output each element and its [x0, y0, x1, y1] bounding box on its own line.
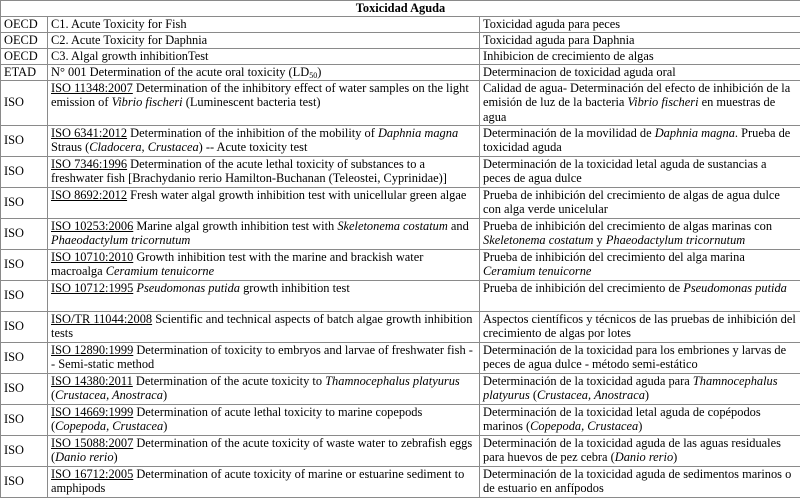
- table-row: [1, 342, 800, 373]
- text-fragment: Determinación de la movilidad de: [483, 126, 655, 140]
- spanish-title: Inhibicion de crecimiento de algas: [483, 49, 654, 63]
- text-fragment: Prueba de inhibición del crecimiento de algas de agua dulce con alga verde unicelular: [483, 188, 780, 217]
- table-row: [1, 311, 800, 342]
- text-fragment: Determination of the acute lethal toxicity of substances to a freshwater fish [Brachydanio rerio Hamilton-Buchanan (Teleostei, Cyprinidae)]: [51, 157, 447, 186]
- english-title-cell: [48, 48, 480, 64]
- standard-code-link[interactable]: ISO 12890:1999: [51, 343, 133, 357]
- standard-code-link[interactable]: ISO 10710:2010: [51, 250, 133, 264]
- species-name: Skeletonema costatum: [483, 233, 593, 247]
- spanish-title: Determinacion de toxicidad aguda oral: [483, 65, 676, 79]
- spanish-title-cell: [480, 187, 800, 218]
- text-fragment: Straus (: [51, 140, 89, 154]
- english-title-cell: [48, 16, 480, 32]
- org-cell: ISO: [1, 404, 48, 435]
- english-title-cell: [48, 373, 480, 404]
- english-title: C2. Acute Toxicity for Daphnia: [51, 33, 207, 47]
- org-cell: ISO: [1, 466, 48, 497]
- table-row: [1, 156, 800, 187]
- species-name: Ceramium tenuicorne: [106, 264, 214, 278]
- text-fragment: Determination of the acute toxicity of waste water to zebrafish eggs (: [51, 436, 472, 465]
- text-fragment: Marine algal growth inhibition test with: [133, 219, 337, 233]
- species-name: Danio rerio: [615, 450, 673, 464]
- org-cell: ISO: [1, 249, 48, 280]
- text-fragment: Determinación de la toxicidad para los embriones y larvas de peces de agua dulce - método semi-estático: [483, 343, 786, 372]
- table-row: [1, 435, 800, 466]
- table-row: [1, 80, 800, 125]
- org-cell: ISO: [1, 342, 48, 373]
- org-cell: ISO: [1, 187, 48, 218]
- text-fragment: ): [163, 388, 167, 402]
- english-title-cell: [48, 187, 480, 218]
- text-fragment: ): [163, 419, 167, 433]
- english-title-cell: [48, 342, 480, 373]
- text-fragment: Determination of acute toxicity of marine or estuarine sediment to amphipods: [51, 467, 464, 496]
- spanish-title-cell: [480, 64, 800, 80]
- species-name: Thamnocephalus platyurus: [483, 374, 778, 403]
- english-title-cell: [48, 32, 480, 48]
- text-fragment: ): [673, 450, 677, 464]
- text-fragment: Determinación de la toxicidad letal aguda de copépodos marinos (: [483, 405, 761, 434]
- standard-code-link[interactable]: ISO 8692:2012: [51, 188, 127, 202]
- text-fragment: ): [638, 419, 642, 433]
- table-row: [1, 187, 800, 218]
- spanish-title-cell: [480, 342, 800, 373]
- spanish-title-cell: [480, 32, 800, 48]
- text-fragment: Determinación de la toxicidad aguda de las aguas residuales para huevos de pez cebra (: [483, 436, 781, 465]
- species-name: Phaeodactylum tricornutum: [606, 233, 745, 247]
- text-fragment: Prueba de inhibición del crecimiento del alga marina: [483, 250, 745, 264]
- table-row: [1, 125, 800, 156]
- text-fragment: Determinación de la toxicidad aguda para: [483, 374, 693, 388]
- org-cell: ISO: [1, 311, 48, 342]
- table-row: [1, 32, 800, 48]
- spanish-title-cell: [480, 466, 800, 497]
- spanish-title-cell: [480, 249, 800, 280]
- text-fragment: Prueba de inhibición del crecimiento de algas marinas con: [483, 219, 772, 233]
- species-name: Cladocera, Crustacea: [89, 140, 198, 154]
- standard-code-link[interactable]: ISO 10712:1995: [51, 281, 133, 295]
- standard-code-link[interactable]: ISO 16712:2005: [51, 467, 133, 481]
- org-cell: ETAD: [1, 64, 48, 80]
- table-title: Toxicidad Aguda: [1, 1, 800, 17]
- text-fragment: (: [530, 388, 537, 402]
- org-cell: ISO: [1, 80, 48, 125]
- text-fragment: Determination of toxicity to embryos and larvae of freshwater fish -- Semi-static method: [51, 343, 473, 372]
- spanish-title-cell: [480, 80, 800, 125]
- species-name: Vibrio fischeri: [112, 95, 183, 109]
- spanish-title-cell: [480, 373, 800, 404]
- org-cell: ISO: [1, 435, 48, 466]
- english-title-cell: [48, 64, 480, 80]
- standard-code-link[interactable]: ISO 6341:2012: [51, 126, 127, 140]
- text-fragment: Growth inhibition test with the marine and brackish water macroalga: [51, 250, 423, 279]
- species-name: Crustacea, Anostraca: [537, 388, 645, 402]
- org-cell: OECD: [1, 16, 48, 32]
- english-title-cell: [48, 311, 480, 342]
- standard-code-link[interactable]: ISO 15088:2007: [51, 436, 133, 450]
- text-fragment: ): [114, 450, 118, 464]
- english-title: C3. Algal growth inhibitionTest: [51, 49, 208, 63]
- english-title: N° 001 Determination of the acute oral toxicity (LD: [51, 65, 309, 79]
- text-fragment: ): [317, 65, 321, 79]
- english-title-cell: [48, 80, 480, 125]
- spanish-title-cell: [480, 311, 800, 342]
- english-title-cell: [48, 156, 480, 187]
- table-row: [1, 249, 800, 280]
- species-name: Phaeodactylum tricornutum: [51, 233, 190, 247]
- spanish-title-cell: [480, 156, 800, 187]
- spanish-title-cell: [480, 404, 800, 435]
- english-title: C1. Acute Toxicity for Fish: [51, 17, 187, 31]
- subscript: 50: [309, 71, 317, 80]
- english-title-cell: [48, 280, 480, 311]
- text-fragment: Determinación de la toxicidad aguda de sedimentos marinos o de estuario en anfípodos: [483, 467, 791, 496]
- standard-code-link[interactable]: ISO/TR 11044:2008: [51, 312, 152, 326]
- table-body: [1, 16, 800, 497]
- spanish-title-cell: [480, 125, 800, 156]
- org-cell: OECD: [1, 48, 48, 64]
- table-row: [1, 404, 800, 435]
- text-fragment: and: [448, 219, 469, 233]
- standard-code-link[interactable]: ISO 10253:2006: [51, 219, 133, 233]
- org-cell: ISO: [1, 218, 48, 249]
- text-fragment: growth inhibition test: [240, 281, 350, 295]
- text-fragment: . Prueba de toxicidad aguda: [483, 126, 790, 155]
- text-fragment: (Luminescent bacteria test): [183, 95, 321, 109]
- table-row: [1, 48, 800, 64]
- table-row: [1, 64, 800, 80]
- org-cell: ISO: [1, 280, 48, 311]
- spanish-title-cell: [480, 218, 800, 249]
- species-name: Vibrio fischeri: [628, 95, 699, 109]
- org-cell: ISO: [1, 373, 48, 404]
- spanish-title-cell: [480, 435, 800, 466]
- standard-code-link[interactable]: ISO 7346:1996: [51, 157, 127, 171]
- spanish-title: Toxicidad aguda para Daphnia: [483, 33, 635, 47]
- english-title-cell: [48, 404, 480, 435]
- species-name: Danio rerio: [55, 450, 113, 464]
- text-fragment: Determinación de la toxicidad letal aguda de sustancias a peces de agua dulce: [483, 157, 767, 186]
- species-name: Pseudomonas putida: [683, 281, 787, 295]
- table-row: [1, 373, 800, 404]
- org-cell: ISO: [1, 125, 48, 156]
- text-fragment: Aspectos científicos y técnicos de las pruebas de inhibición del crecimiento de algas por lotes: [483, 312, 796, 341]
- table-row: [1, 466, 800, 497]
- text-fragment: Determination of the acute toxicity to: [133, 374, 325, 388]
- spanish-title-cell: [480, 48, 800, 64]
- english-title-cell: [48, 218, 480, 249]
- species-name: Copepoda, Crustacea: [55, 419, 163, 433]
- species-name: Pseudomonas putida: [136, 281, 240, 295]
- table-row: [1, 218, 800, 249]
- standard-code-link[interactable]: ISO 11348:2007: [51, 81, 133, 95]
- english-title-cell: [48, 435, 480, 466]
- text-fragment: Determination of the inhibitory effect of water samples on the light emission of: [51, 81, 469, 110]
- species-name: Ceramium tenuicorne: [483, 264, 591, 278]
- species-name: Thamnocephalus platyurus: [325, 374, 460, 388]
- standard-code-link[interactable]: ISO 14380:2011: [51, 374, 133, 388]
- text-fragment: Determination of acute lethal toxicity to marine copepods (: [51, 405, 422, 434]
- standard-code-link[interactable]: ISO 14669:1999: [51, 405, 133, 419]
- spanish-title: Toxicidad aguda para peces: [483, 17, 620, 31]
- text-fragment: Calidad de agua- Determinación del efecto de inhibición de la emisión de luz de la bacteria: [483, 81, 790, 110]
- text-fragment: ): [645, 388, 649, 402]
- text-fragment: y: [593, 233, 605, 247]
- table-row: [1, 16, 800, 32]
- text-fragment: en muestras de agua: [483, 95, 775, 124]
- species-name: Skeletonema costatum: [337, 219, 447, 233]
- text-fragment: Prueba de inhibición del crecimiento de: [483, 281, 683, 295]
- text-fragment: ) -- Acute toxicity test: [199, 140, 308, 154]
- species-name: Daphnia magna: [655, 126, 735, 140]
- english-title-cell: [48, 466, 480, 497]
- table-row: [1, 280, 800, 311]
- spanish-title-cell: [480, 16, 800, 32]
- text-fragment: (: [51, 388, 55, 402]
- org-cell: ISO: [1, 156, 48, 187]
- species-name: Copepoda, Crustacea: [530, 419, 638, 433]
- org-cell: OECD: [1, 32, 48, 48]
- english-title-cell: [48, 125, 480, 156]
- species-name: Crustacea, Anostraca: [55, 388, 163, 402]
- text-fragment: Fresh water algal growth inhibition test with unicellular green algae: [127, 188, 466, 202]
- spanish-title-cell: [480, 280, 800, 311]
- english-title-cell: [48, 249, 480, 280]
- species-name: Daphnia magna: [378, 126, 458, 140]
- text-fragment: Determination of the inhibition of the mobility of: [127, 126, 378, 140]
- text-fragment: Scientific and technical aspects of batch algae growth inhibition tests: [51, 312, 472, 341]
